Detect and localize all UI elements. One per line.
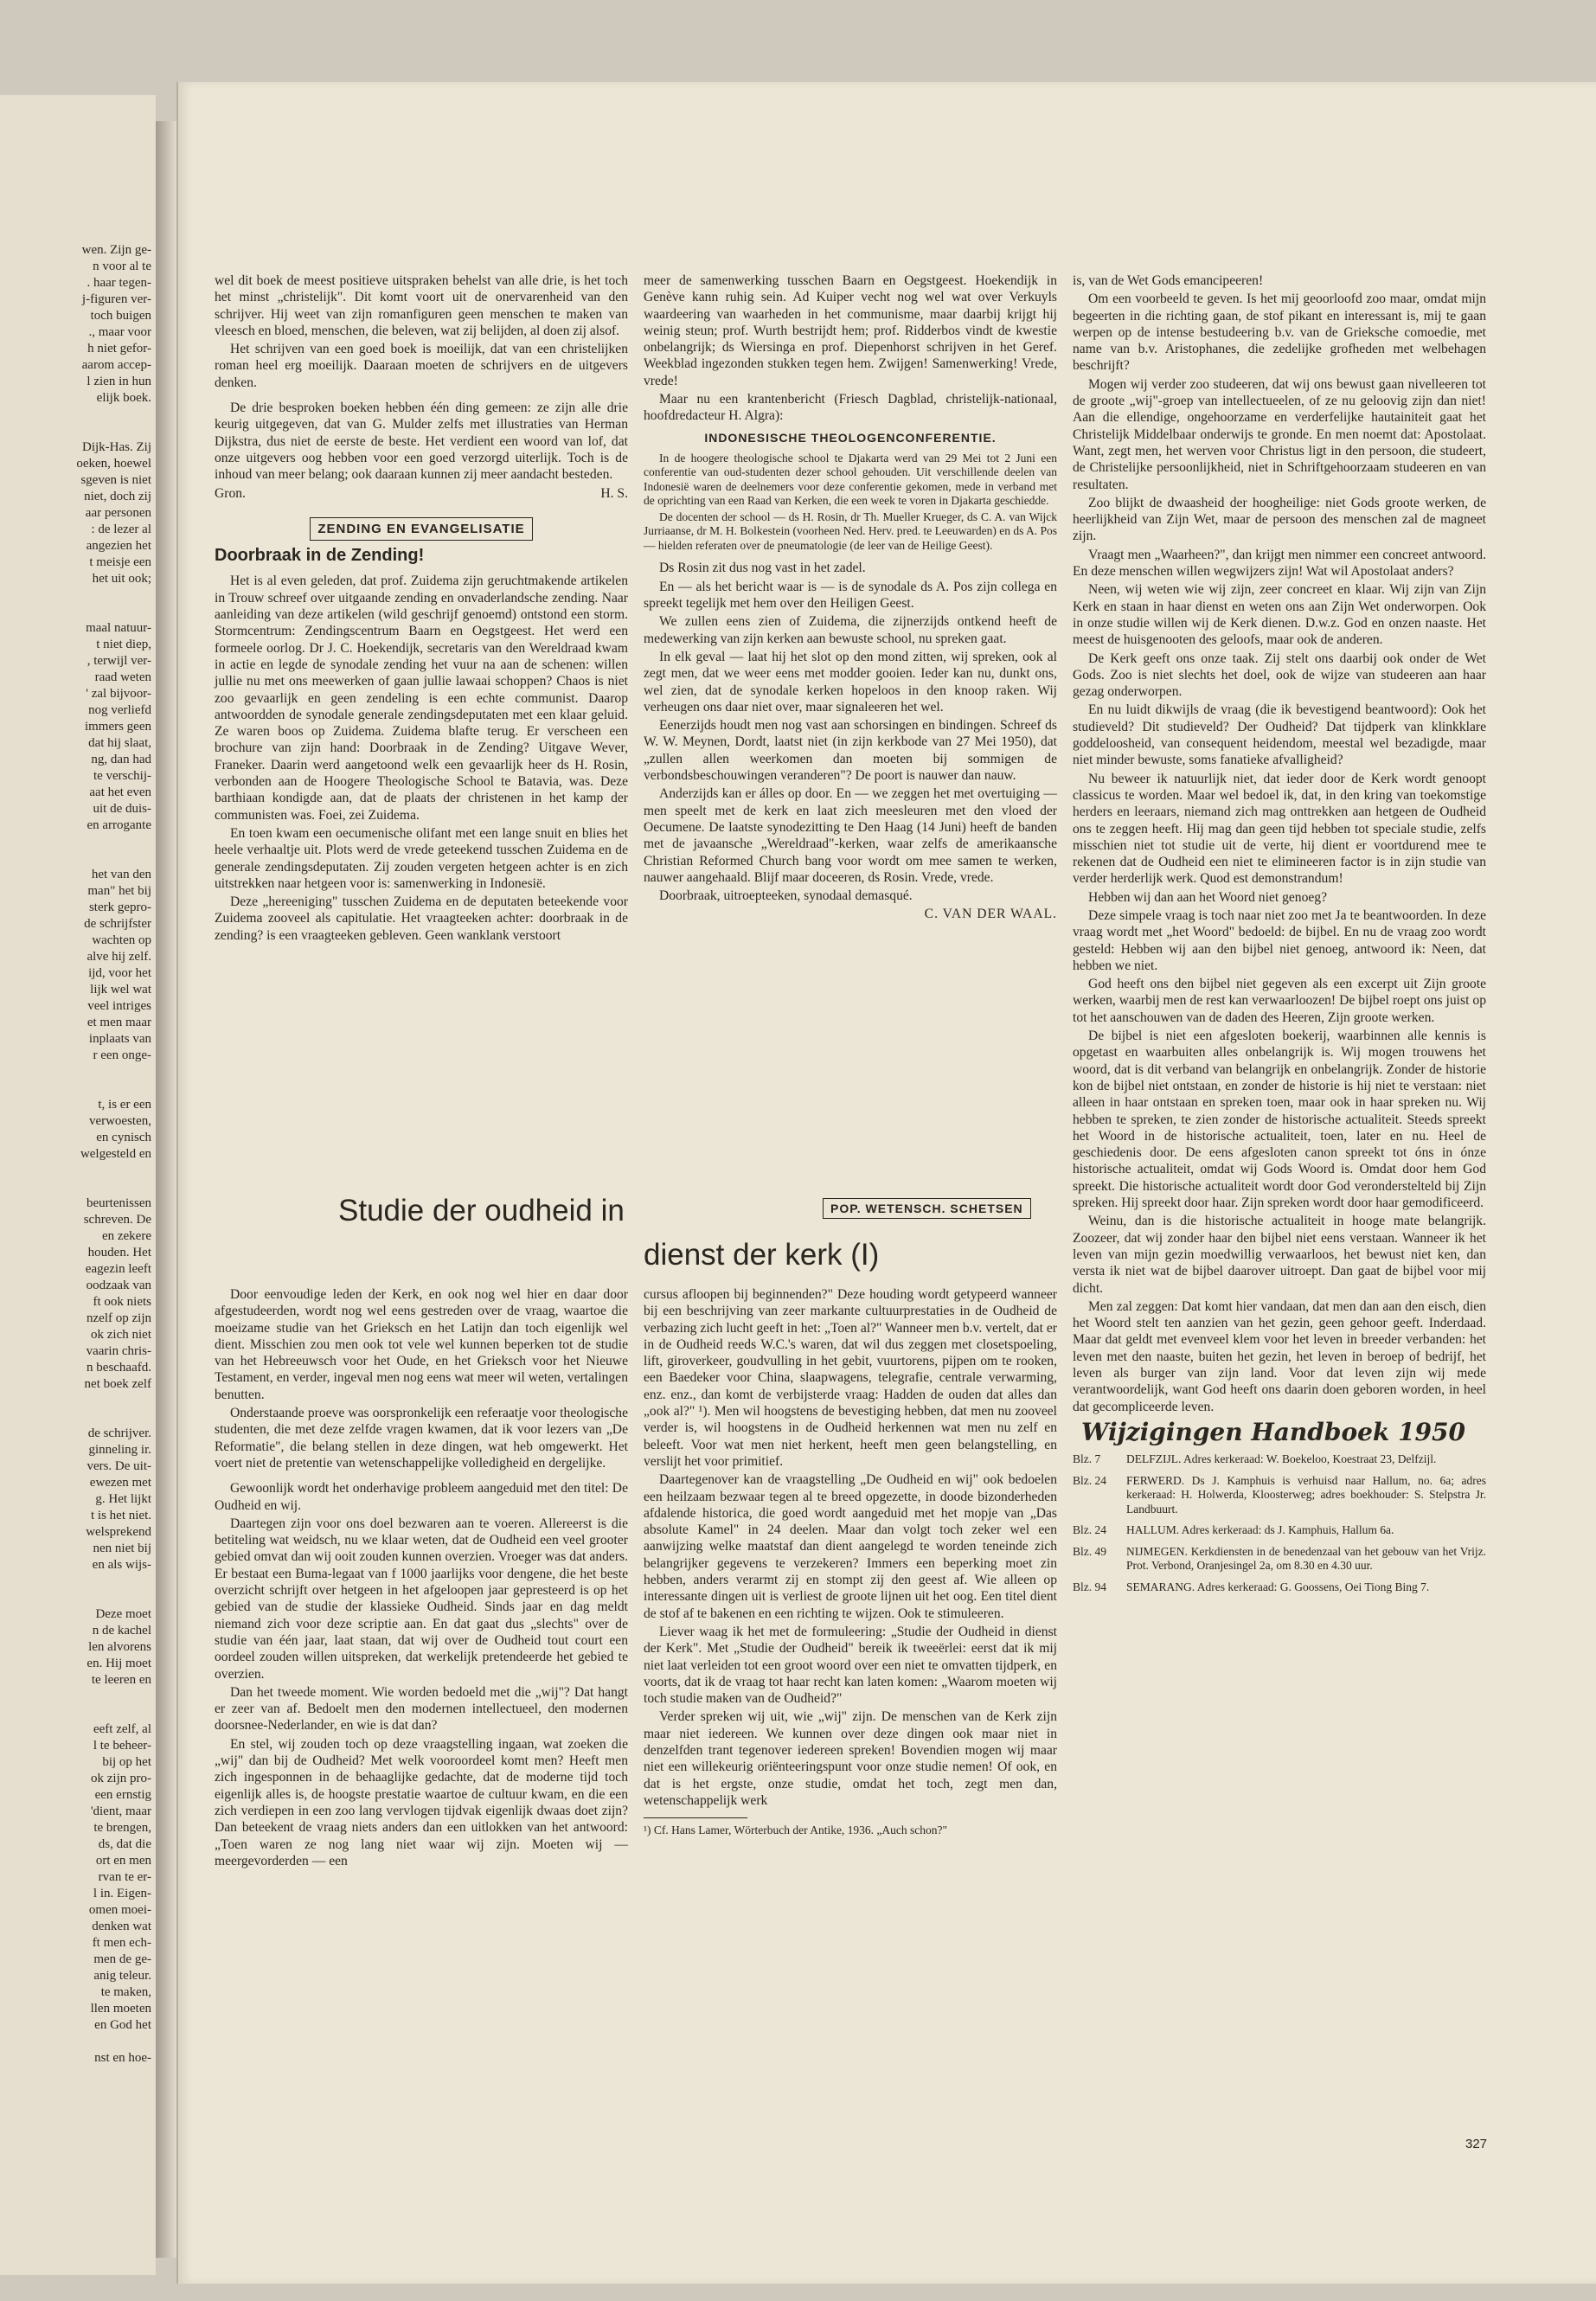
change-page: Blz. 94 bbox=[1073, 1580, 1106, 1593]
column-3 bbox=[1073, 272, 1486, 1601]
article-paragraph: Eenerzijds houdt men nog vast aan schorsingen en bindingen. Schreef ds W. W. Meynen, Dordt, laatst niet (in zijn kerkbode van 27 Mei 1950), dat „zullen allen weerkomen dan moeten bij sommigen de verbondsbeschouwingen veranderen"? De poort is nauwer dan nauw. bbox=[644, 718, 1057, 784]
article-paragraph: Nu beweer ik natuurlijk niet, dat ieder door de Kerk wordt genoopt classicus te worden. Maar wel bedoel ik, dat, in den kring van toekomstige herders en leeraars, niemand zich mag onttrekken aan hetgeen de Oudheid ons te zeggen heeft. Hij mag dan geen tijd hebben tot speciale studie, zelfs misschien niet tot studie uit de verte, hij dient er voortdurend mee te rekenen dat de Oudheid een niet te elimineeren factor is in zijn studie van verder herderlijk werk. Quod est demonstrandum! bbox=[1073, 771, 1486, 887]
article-paragraph: God heeft ons den bijbel niet gegeven als een excerpt uit Zijn groote werken, waarbij men de rest kan verwaarloozen! De bijbel roept ons juist op tot het aanschouwen van de daden des Heeren, Zijn groote werken. bbox=[1073, 977, 1486, 1025]
article-paragraph: Maar nu een krantenbericht (Friesch Dagblad, christelijk-nationaal, hoofdredacteur H. Algra): bbox=[644, 392, 1057, 424]
change-page: Blz. 7 bbox=[1073, 1452, 1101, 1466]
changes-title: Wijzigingen Handboek 1950 bbox=[1081, 1417, 1466, 1446]
change-text: SEMARANG. Adres kerkeraad: G. Goossens, Oei Tiong Bing 7. bbox=[1126, 1580, 1430, 1593]
article-paragraph: We zullen eens zien of Zuidema, die zijnerzijds ontkend heeft de medewerking van zijn kerken aan bewuste school, nu spreken gaat. bbox=[644, 614, 1057, 646]
change-page: Blz. 24 bbox=[1073, 1473, 1106, 1487]
article-paragraph: Onderstaande proeve was oorspronkelijk een referaatje voor theologische studenten, die met deze zelfde vragen kwamen, dat ik voor lezers van „De Reformatie", die belang stellen in deze dingen, wat heb omgewerkt. Het voert niet de pretentie van wetenschappelijke volledigheid en dergelijke. bbox=[215, 1406, 628, 1471]
article-paragraph: Door eenvoudige leden der Kerk, en ook nog wel hier en daar door afgestudeerden, wordt nog wel eens gestreden over de vraag, waartoe die moeizame studie van het Grieksch en het Latijn dan toch eigenlijk wel dient. Misschien zou men ook tot vele wel kunnen beperken tot de studie van het Hebreeuwsch voor het Oude, en het Grieksch voor het Nieuwe Testament, en verder, ingeval men nog eens wat meer wil weten, vertalingen benutten. bbox=[215, 1287, 628, 1402]
change-entry bbox=[1073, 1474, 1486, 1517]
change-entry bbox=[1073, 1452, 1486, 1467]
article-paragraph: Verder spreken wij uit, wie „wij" zijn. De menschen van de Kerk zijn maar niet iedereen. We kunnen over deze dingen ook maar niet in denzelfden trant tegenover iedereen spreken! Bovendien mogen wij maar niet een willekeurig oriënteeringspunt voor onze studie nemen! Of ook, en dat is het ergste, onze studie, omdat het toch, zegt men dan, wetenschappelijk werk bbox=[644, 1709, 1057, 1808]
article-column-b bbox=[644, 1286, 1057, 1840]
book-spine bbox=[154, 121, 176, 2258]
article-paragraph: En nu luidt dikwijls de vraag (die ik bevestigend beantwoord): Ook het studieveld? Dit studieveld? Der Oudheid? Dat tijdperk van klinkklare goddeloosheid, van consequent heidendom, meestal wel bezadigde, maar niet minder bewuste, soms fanatieke afvalligheid? bbox=[1073, 702, 1486, 768]
changes-list bbox=[1073, 1452, 1486, 1594]
article-title-part1: Studie der oudheid in bbox=[338, 1194, 625, 1227]
article-column-a bbox=[215, 1286, 628, 1871]
change-page: Blz. 24 bbox=[1073, 1523, 1106, 1537]
article-paragraph: Het is al even geleden, dat prof. Zuidema zijn geruchtmakende artikelen in Trouw schreef over uitgaande zending en onvaderlandsche zending. Naar aanleiding van deze artikelen (wild geschrijf genoemd) ontstond een storm. Stormcentrum: Zendingscentrum Baarn en Oegstgeest. Het werd een formeele oorlog. Dr J. C. Hoekendijk, secretaris van den Wereldraad kwam in actie en legde de synodale zending het vuur na aan de schenen: willen jullie nu met ons meewerken of gaan jullie lawaai schoppen? Chaos is niet zoo gevaarlijk en geen zendeling is een echte communist. Daarop antwoordden de synodale generale zendingsdeputaten met een klaar geluid. Ze waren boos op Zuidema. Zuidema blafte terug. Er verscheen een brochure van zijn hand: Doorbraak in de Zending? Uitgave Wever, Franeker. Daarin werd aangetoond welk een gevaarlijk heer ds H. Rosin, verbonden aan de Hoogere Theologische School te Batavia, was. Deze barthiaan kondigde aan, dat de plaats der christenen in het kamp der communisten was. Foei, zei Zuidema. bbox=[215, 574, 628, 823]
article-paragraph: Daartegen zijn voor ons doel bezwaren aan te voeren. Allereerst is die betiteling wat weidsch, nu we klaar weten, dat de Oudheid een veel grooter gebied omvat dan wij ooit zouden kunnen overzien. Vroeger was dat anders. Er bestaat een Buma-legaat van f 1000 jaarlijks voor dengene, die het beste overzicht schrijft over hetgeen in het afgeloopen jaar gepresteerd is op het gebied van de studie der klassieke Oudheid. Sinds jaar en dag meldt niemand zich voor deze scriptie aan. En dat gaat dus „slechts" over de studie van één jaar, laat staan, dat wij over de Oudheid tout court een oordeel zouden willen uitspreken, dat werkelijk pretendeerde het gebied te overzien. bbox=[215, 1516, 628, 1682]
article-paragraph: Mogen wij verder zoo studeeren, dat wij ons bewust gaan nivelleeren tot de groote „wij"-groep van intellectueelen, of ze nu geloovig zijn dan niet! Aan die ellendige, ongehoorzame en verderfelijke hautainiteit gaat het Christelijk Middelbaar onderwijs te gronde. En men noemt dat: Apostolaat. Want, zegt men, het werven voor Christus ligt in den persoon, die studeert, de Christelijke persoonlijkheid, niet in Schriftgehoorzaam studeeren en van resultaten. bbox=[1073, 376, 1486, 492]
author-signature: C. VAN DER WAAL. bbox=[924, 907, 1057, 922]
article-paragraph: Weinu, dan is die historische actualiteit in hooge mate belangrijk. Zoozeer, dat wij zonder haar den bijbel niet eens verstaan. Wanneer ik het leven van mijn gezin moedwillig verwaarloos, het bewust niet ken, dan versta ik niet wat de bijbel daarover uitroept. Dan gaat de bijbel voor mij dicht. bbox=[1073, 1214, 1486, 1296]
section-label: ZENDING EN EVANGELISATIE bbox=[310, 517, 532, 541]
article-paragraph: De Kerk geeft ons onze taak. Zij stelt ons daarbij ook onder de Wet Gods. Zoo is niet slechts het doel, ook de wijze van studeeren aan haar gezag onderworpen. bbox=[1073, 651, 1486, 700]
section-label-wrap bbox=[215, 517, 628, 541]
article-paragraph: Doorbraak, uitroepteeken, synodaal demasqué. bbox=[659, 888, 913, 904]
review-initials: H. S. bbox=[600, 485, 628, 501]
article-title-part2: dienst der kerk (I) bbox=[644, 1238, 880, 1272]
article-paragraph: Men zal zeggen: Dat komt hier vandaan, dat men dan aan den eisch, dien het Woord stelt ten aanzien van het gezin, geen gehoor geeft. Inderdaad. Maar dat geldt met evenveel klem voor het leven in breeder verbanden: het leven met den naaste, buiten het gezin, het leven in beroep of bedrijf, het leven als burger van zijn land. Voor dat leven zijn wij mede verantwoordelijk, want God heeft ons daarin doen geboren worden, in heel dat gecompliceerde leven. bbox=[1073, 1298, 1486, 1414]
previous-page-fragment bbox=[0, 95, 156, 2275]
footnote-rule bbox=[644, 1817, 747, 1818]
article-paragraph: Liever waag ik het met de formuleering: „Studie der Oudheid in dienst der Kerk". Met „Studie der Oudheid" bereik ik tweeërlei: eerst dat ik mij niet laat verleiden tot een groot woord over een niet te omvatten tijdperk, en voorts, dat ik de vraag tot haar recht kan laten komen: „Waarom moeten wij toch studie maken van de Oudheid?" bbox=[644, 1624, 1057, 1707]
article-paragraph: Deze „hereeniging" tusschen Zuidema en de deputaten beteekende voor Zuidema zooveel als capitulatie. Het vraagteeken achter: doorbraak in de zending? is een vraagteeken gebleven. Geen wanklank verstoort bbox=[215, 894, 628, 943]
change-text: NIJMEGEN. Kerkdiensten in de benedenzaal van het gebouw van het Vrijz. Prot. Verbond, Oranjesingel 2a, om 8.30 en 4.30 uur. bbox=[1126, 1544, 1486, 1573]
change-entry bbox=[1073, 1523, 1486, 1538]
article-paragraph: Ds Rosin zit dus nog vast in het zadel. bbox=[659, 561, 866, 576]
news-subheading: INDONESISCHE THEOLOGENCONFERENTIE. bbox=[704, 430, 997, 445]
review-paragraph: Het schrijven van een goed boek is moeilijk, dat van een christelijken roman heel erg moeilijk. Daaraan moeten de schrijvers en de uitgevers denken. bbox=[215, 342, 628, 390]
change-page: Blz. 49 bbox=[1073, 1544, 1106, 1558]
page-number: 327 bbox=[1465, 2137, 1488, 2151]
review-signature bbox=[215, 485, 628, 502]
article-paragraph: En stel, wij zouden toch op deze vraagstelling ingaan, wat zoeken die „wij" dan bij de Oudheid? Met welk vooroordeel komt men? Heeft men zich ingesponnen in de behaaglijke gedachte, dat de moderne tijd toch eigenlijk alles is, de hoogste prestatie waartoe de cultuur kwam, en die een zich verdiepen in een zoo lang vervlogen tijdvak eigenlijk dwaas doet zijn? Dan beteekent de vraag niets anders dan een uitlokken van het antwoord: „Toen waren ze nog lang niet waar wij zijn. Moeten wij — meergevorderden — een bbox=[215, 1736, 628, 1868]
article-paragraph: De bijbel is niet een afgesloten boekerij, waarbinnen alle kennis is opgetast en waarbuiten alles onbelangrijk is. Wij mogen trouwens het woord, dat is dit verband van belangrijk en onbelangrijk. Zonder de historie kon de bijbel niet ontstaan, en zonder de historie is hij niet te verstaan: niet alleen in haar ontstaan en spreken toen, maar ook in haar spreken nu. Wij hebben te spreken, te zien zonder de historische actualiteit. Steeds spreekt het Woord in de historische actualiteit, toen, later en nu. Heel de geschiedenis door. De eens afgesloten canon spreekt tot óns in ónze historische actualiteit, omdat wij Gods Woord is. Omdat door hem God spreekt. Die historische actualiteit wordt door God veronderstelteld bij Zijn spreken. Hij spreekt door haar. Zijn spreken wordt door haar gemodificeerd. bbox=[1073, 1029, 1486, 1211]
article-paragraph: Om een voorbeeld te geven. Is het mij geoorloofd zoo maar, omdat mijn begeerten in die richting gaan, de stof pikant en interessant is, mij te gaan werpen op de intense bestudeering b.v. van de Grieksche comoedie, met name van b.v. Aristophanes, die zedelijke grofheden met welbehagen beschrijft? bbox=[1073, 292, 1486, 374]
article-paragraph: Vraagt men „Waarheen?", dan krijgt men nimmer een concreet antwoord. En deze menschen willen wegwijzers zijn! Wat wil Apostolaat anders? bbox=[1073, 547, 1486, 580]
article-paragraph: Anderzijds kan er álles op door. En — we zeggen het met overtuiging — men speelt met de kerk en laat zich meesleuren met den vloed der Oecumene. De laatste synodezitting te Den Haag (14 Juni) heeft de banden met de javaansche „Wereldraad"-kerken, waar zelfs de amerikaansche Christian Reformed Church bang voor wordt om mee samen te werken, nauwer aangehaald. Blijf maar doceeren, ds Rosin. Vrede, vrede. bbox=[644, 786, 1057, 885]
previous-page-text: wen. Zijn ge- n voor al te . haar tegen- j-figuren ver- toch buigen ., maar voor h niet gefor- aarom accep- l zien in hun elijk boek. Dijk-Has. Zij oeken, hoewel sgeven is niet niet, doch zij aar personen : de lezer al angezien het t meisje een het uit ook; maal natuur- t niet diep, , terwijl ver- raad weten ' zal bijvoor- nog verliefd immers geen dat hij slaat, ng, dan had te verschij- aat het even uit de duis- en arrogante het van den man" het bij sterk gepro- de schrijfster wachten op alve hij zelf. ijd, voor het lijk wel wat veel intriges et men maar inplaats van r een onge- t, is er een verwoesten, en cynisch welgesteld en beurtenissen schreven. De en zekere houden. Het eagezin leeft oodzaak van ft ook niets nzelf op zijn ok zich niet vaarin chris- n beschaafd. net boek zelf de schrijver. ginneling ir. vers. De uit- ewezen met g. Het lijkt t is het niet. welsprekend nen niet bij en als wijs- Deze moet n de kachel len alvorens en. Hij moet te leeren en eeft zelf, al l te beheer- bij op het ok zijn pro- een ernstig 'dient, maar te brengen, ds, dat die ort en men rvan te er- l in. Eigen- omen moei- denken wat ft men ech- men de ge- anig teleur. te maken, llen moeten en God het nst en hoe- bbox=[76, 243, 151, 2065]
article-paragraph: En toen kwam een oecumenische olifant met een lange snuit en blies het heele verhaaltje uit. Plots werd de vrede geteekend tusschen Zuidema en de generale zendingsdeputaten. Zij zouden vergeten hetgeen achter is en zich uitstrekken naar hetgeen voor is: samenwerking in Indonesië. bbox=[215, 825, 628, 891]
article-paragraph: cursus afloopen bij beginnenden?" Deze houding wordt getypeerd wanneer bij een beschrijving van zeer markante cultuurprestaties in de Oudheid de verbazing zich lucht geeft in het: „Toen al?" Wanneer men b.v. vertelt, dat er in de Oudheid reeds W.C.'s waren, dat wil dus zeggen met closetspoeling, lift, giroverkeer, goudvulling in het gebit, vuurtorens, pijpen om te rooken, een Baedeker voor China, slaapwagens, telegrafie, centrale verwarming, enz. enz., dan komt de verbijsterde vraag: Hadden de ouden dat alles dan „ook al?" ¹). Men wil hoogstens de bevestiging hebben, dat men nu zooveel verder is, wil hoogstens in de Oudheid herkennen wat men nu zelf en beleeft. Voor wat men niet herkent, heeft men geen belangstelling, en verslijt het voor primitief. bbox=[644, 1287, 1057, 1469]
column-2 bbox=[644, 272, 1057, 925]
article-paragraph: En — als het bericht waar is — is de synodale ds A. Pos zijn collega en spreekt tegelijk met hem over den Heiligen Geest. bbox=[644, 579, 1057, 612]
quoted-news: De docenten der school — ds H. Rosin, dr Th. Mueller Krueger, ds C. A. van Wijck Jurriaanse, dr M. H. Bolkestein (voorheen Ned. Herv. pred. te Leeuwarden) en ds A. Pos — hielden referaten over de pneumatologie (de leer van de Heilige Geest). bbox=[644, 510, 1057, 552]
column-1 bbox=[215, 272, 628, 945]
article-paragraph: Daartegenover kan de vraagstelling „De Oudheid en wij" ook bedoelen een heilzaam bezwaar tegen al te breed opgezette, in doode bizonderheden afdalende historica, die goed wordt aangeduid met het mopje van „Das absolute Kamel" in 24 deelen. Maar dan volgt toch zeker wel een aanwijzing welke maatstaf dan dient aangelegd te worden teneinde zich belangrijker gegevens te verzekeren? Immers een beperking moet zin hebben, anders verarmt zij en stompt zij den geest af. Wie alleen op interessante dingen uit is verliest de groote lijnen uit het oog. Een titel dient de stof af te bakenen en een richting te wijzen. Ook te stimuleeren. bbox=[644, 1472, 1057, 1621]
review-place: Gron. bbox=[215, 485, 246, 501]
article-paragraph: meer de samenwerking tusschen Baarn en Oegstgeest. Hoekendijk in Genève kann ruhig sein. Ad Kuiper vecht nog wel wat over Verkuyls waardeering van waarheden in het communisme, maar daarbij krijgt hij weinig steun; prof. Wurth bestrijdt hem; prof. Ridderbos vindt de kwestie onbelangrijk; ds Wiersinga en prof. Diepenhorst schrijven in het Geref. Weekblad ingezonden stukken tegen hem. Zwijgen! Samenwerking! Vrede, vrede! bbox=[644, 273, 1057, 388]
change-text: FERWERD. Ds J. Kamphuis is verhuisd naar Hallum, no. 6a; adres kerkeraad: H. Holwerda, Kloosterweg; adres boekhouder: S. Stelpstra Jr. Landbuurt. bbox=[1126, 1473, 1486, 1516]
review-paragraph: De drie besproken boeken hebben één ding gemeen: ze zijn alle drie keurig uitgegeven, dat van G. Mulder zelfs met illustraties van Herman Dijkstra, dus niet de eerste de beste. Het verdient een woord van lof, dat onze uitgevers oog hebben voor een goed verzorgd uiterlijk. Toch is de inhoud van meer belang; ook daaraan kunnen zij meer aandacht besteden. bbox=[215, 401, 628, 483]
review-paragraph: wel dit boek de meest positieve uitspraken behelst van alle drie, is het toch het minst „christelijk". Dit komt voort uit de onervarenheid van den schrijver. Hij weet van zijn romanfiguren geen menschen te maken van vleesch en bloed, menschen, die beleven, wat zij belijden, al doen zij alsof. bbox=[215, 273, 628, 338]
newspaper-page bbox=[176, 82, 1596, 2284]
change-text: HALLUM. Adres kerkeraad: ds J. Kamphuis, Hallum 6a. bbox=[1126, 1523, 1394, 1537]
article-paragraph: Zoo blijkt de dwaasheid der hoogheilige: niet Gods groote werken, de heerlijkheid van Zijn Wet, maar de persoon des menschen zal de magneet zijn. bbox=[1073, 495, 1486, 544]
article-paragraph: Dan het tweede moment. Wie worden bedoeld met die „wij"? Dat hangt er zeer van af. Bedoelt men den modernen intellectueel, den modernen doorsnee-Nederlander, en wie is dat dan? bbox=[215, 1684, 628, 1734]
change-entry bbox=[1073, 1580, 1486, 1595]
article-paragraph: Deze simpele vraag is toch naar niet zoo met Ja te beantwoorden. In deze vraag wordt met „het Woord" bedoeld: de bijbel. En nu de vraag zoo wordt gesteld: Hebben wij aan den bijbel niet genoeg, antwoord ik: Neen, dat hebben we niet. bbox=[1073, 907, 1486, 973]
article-paragraph: In elk geval — laat hij het slot op den mond zitten, wij spreken, ook al zegt men, dat we weer eens met modder gooien. Ieder kan nu, dunkt ons, wel zien, dat de synodale kerken hopeloos in den knoop raken. Wij verheugen ons daar niet over, maar signaleeren het wel. bbox=[644, 649, 1057, 715]
article-paragraph: is, van de Wet Gods emancipeeren! bbox=[1073, 273, 1264, 288]
article-paragraph: Hebben wij dan aan het Woord niet genoeg? bbox=[1088, 889, 1328, 905]
article-paragraph: Neen, wij weten wie wij zijn, zeer concreet en klaar. Wij zijn van Zijn Kerk en staan in haar dienst en weten ons aan Zijn Wet onderworpen. Ook in onze studie willen wij de Kerk dienen. D.w.z. God en onzen naaste. Het meest de huisgenooten des geloofs, maar ook de anderen. bbox=[1073, 582, 1486, 648]
change-text: DELFZIJL. Adres kerkeraad: W. Boekeloo, Koestraat 23, Delfzijl. bbox=[1126, 1452, 1437, 1466]
quoted-news: In de hoogere theologische school te Djakarta werd van 29 Mei tot 2 Juni een conferentie van oud-studenten dezer school gehouden. Uit verschillende deelen van Indonesië waren de deelnemers voor deze conferentie gekomen, mede in verband met de oprichting van een Raad van Kerken, die een week te voren in Djakarta geschiedde. bbox=[644, 451, 1057, 508]
change-entry bbox=[1073, 1545, 1486, 1574]
article-heading: Doorbraak in de Zending! bbox=[215, 546, 425, 566]
series-label: POP. WETENSCH. SCHETSEN bbox=[823, 1198, 1031, 1219]
article-paragraph: Gewoonlijk wordt het onderhavige probleem aangeduid met den titel: De Oudheid en wij. bbox=[215, 1481, 628, 1513]
footnote: ¹) Cf. Hans Lamer, Wörterbuch der Antike, 1936. „Auch schon?" bbox=[644, 1823, 948, 1837]
